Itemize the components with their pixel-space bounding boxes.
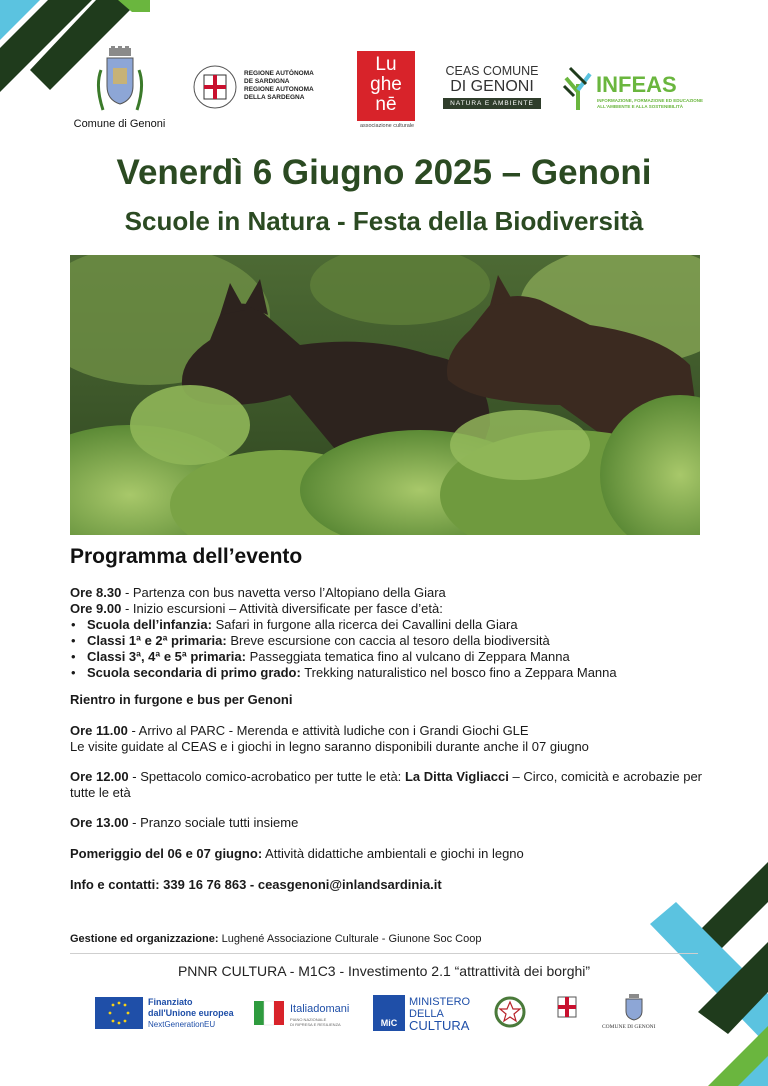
text-1200-a: - Spettacolo comico-acrobatico per tutte le età: <box>128 769 405 784</box>
comune-small-caption: COMUNE DI GENONI <box>602 1024 656 1030</box>
time-0830: Ore 8.30 <box>70 585 122 600</box>
funding-logos <box>0 993 768 1038</box>
italia-sub2: DI RIPRESA E RESILIENZA <box>290 1022 341 1027</box>
note-1100: Le visite guidate al CEAS e i giochi in legno saranno disponibili durante anche il 07 giugno <box>70 739 589 754</box>
afternoon-text: Attività didattiche ambientali e giochi in legno <box>262 846 524 861</box>
eu-flag-icon <box>95 997 143 1029</box>
bullet-text: Passeggiata tematica fino al vulcano di Zeppara Manna <box>245 649 570 664</box>
time-0900: Ore 9.00 <box>70 601 122 616</box>
regione-small-crest-icon <box>556 995 578 1021</box>
contacts-line <box>70 877 702 893</box>
schedule-block-1200 <box>70 769 702 801</box>
bullet-label: Scuola dell’infanzia: <box>87 617 212 632</box>
eu-line2: dall'Unione europea <box>148 1008 234 1018</box>
regione-line4: DELLA SARDEGNA <box>244 94 305 101</box>
event-subtitle: Scuole in Natura - Festa della Biodiversità <box>124 206 644 236</box>
comune-genoni-logo <box>62 46 177 138</box>
age-group-list <box>70 617 702 681</box>
lughene-caption: associazione culturale <box>359 123 415 129</box>
text-1100: - Arrivo al PARC - Merenda e attività ludiche con i Grandi Giochi GLE <box>127 723 529 738</box>
mic-logo <box>373 995 478 1035</box>
event-title: Venerdì 6 Giugno 2025 – Genoni <box>116 153 652 192</box>
italia-name: Italiadomani <box>290 1003 350 1015</box>
list-item <box>70 649 702 665</box>
pnnr-line: PNNR CULTURA - M1C3 - Investimento 2.1 “attrattività dei borghi” <box>177 963 591 979</box>
header-logos <box>0 40 768 135</box>
infeas-tagline1: INFORMAZIONE, FORMAZIONE ED EDUCAZIONE <box>597 98 703 103</box>
contacts-text: Info e contatti: 339 16 76 863 - ceasgenoni@inlandsardinia.it <box>70 877 442 892</box>
ceas-line2: DI GENONI <box>450 78 534 95</box>
ceas-genoni-logo <box>443 64 541 114</box>
italia-sub1: PIANO NAZIONALE <box>290 1017 327 1022</box>
schedule-line-0830 <box>70 585 702 601</box>
regione-line3: REGIONE AUTONOMA <box>244 86 314 93</box>
time-1300: Ore 13.00 <box>70 815 129 830</box>
footer-divider <box>70 953 698 954</box>
italiadomani-logo <box>250 997 365 1033</box>
regione-sardegna-logo <box>192 62 327 117</box>
time-1100: Ore 11.00 <box>70 723 128 738</box>
comune-caption: Comune di Genoni <box>73 118 166 130</box>
lughene-line1: Lu <box>375 54 397 75</box>
lughene-logo <box>357 51 417 131</box>
bullet-label: Classi 1ª e 2ª primaria: <box>87 633 227 648</box>
eu-line1: Finanziato <box>148 997 193 1007</box>
text-0900: - Inizio escursioni – Attività diversificate per fasce d’età: <box>121 601 443 616</box>
bullet-text: Breve escursione con caccia al tesoro della biodiversità <box>226 633 550 648</box>
program-heading: Programma dell’evento <box>70 545 303 568</box>
infeas-logo <box>560 66 710 116</box>
schedule-block-1100 <box>70 723 702 755</box>
list-item <box>70 665 702 681</box>
coat-of-arms-icon <box>95 46 145 112</box>
foals-in-bushes-image <box>70 255 700 535</box>
infeas-tagline2: ALL'AMBIENTE E ALLA SOSTENIBILITÀ <box>597 104 683 109</box>
organization-line <box>70 931 702 947</box>
text-1300: - Pranzo sociale tutti insieme <box>128 815 299 830</box>
regione-line2: DE SARDIGNA <box>244 78 290 85</box>
regione-crest-icon <box>192 62 238 112</box>
schedule-line-0900 <box>70 601 702 617</box>
time-1200: Ore 12.00 <box>70 769 129 784</box>
comune-small-crest-icon <box>622 993 646 1021</box>
foals-photo <box>70 255 700 535</box>
bullet-text: Safari in furgone alla ricerca dei Cavallini della Giara <box>211 617 518 632</box>
tree-icon <box>560 66 596 112</box>
list-item <box>70 617 702 633</box>
bullet-label: Classi 3ª, 4ª e 5ª primaria: <box>87 649 246 664</box>
return-text: Rientro in furgone e bus per Genoni <box>70 692 293 707</box>
mic-line1: MINISTERO <box>409 996 471 1008</box>
bullet-label: Scuola secondaria di primo grado: <box>87 665 301 680</box>
text-1200-b: – Circo, comicità e acrobazie per tutte le età <box>70 769 703 800</box>
italian-republic-emblem-icon <box>493 995 527 1031</box>
eu-logo <box>95 997 245 1033</box>
lughene-line3: nē <box>375 94 397 115</box>
ceas-tagline: NATURA E AMBIENTE <box>443 98 541 109</box>
schedule-line-1100 <box>70 723 702 739</box>
list-item <box>70 633 702 649</box>
lughene-line2: ghe <box>370 74 402 95</box>
organization-text: Lughené Associazione Culturale - Giunone Soc Coop <box>218 933 482 945</box>
afternoon-label: Pomeriggio del 06 e 07 giugno: <box>70 846 263 861</box>
mic-line3: CULTURA <box>409 1018 470 1033</box>
infeas-name: INFEAS <box>596 72 677 97</box>
program-schedule <box>70 585 702 681</box>
mic-badge: MiC <box>373 995 405 1031</box>
mic-line2: DELLA <box>409 1008 444 1020</box>
ceas-line1: CEAS COMUNE <box>445 64 539 78</box>
bullet-text: Trekking naturalistico nel bosco fino a Zeppara Manna <box>300 665 617 680</box>
eu-line3: NextGenerationEU <box>148 1020 216 1029</box>
italy-flag-icon <box>250 997 288 1029</box>
show-name: La Ditta Vigliacci <box>404 769 509 784</box>
regione-line1: REGIONE AUTÒNOMA <box>244 70 314 77</box>
afternoon-block <box>70 846 702 862</box>
text-0830: - Partenza con bus navetta verso l’Altopiano della Giara <box>121 585 446 600</box>
return-line <box>70 692 702 708</box>
schedule-block-1300 <box>70 815 702 831</box>
organization-label: Gestione ed organizzazione: <box>70 933 219 945</box>
